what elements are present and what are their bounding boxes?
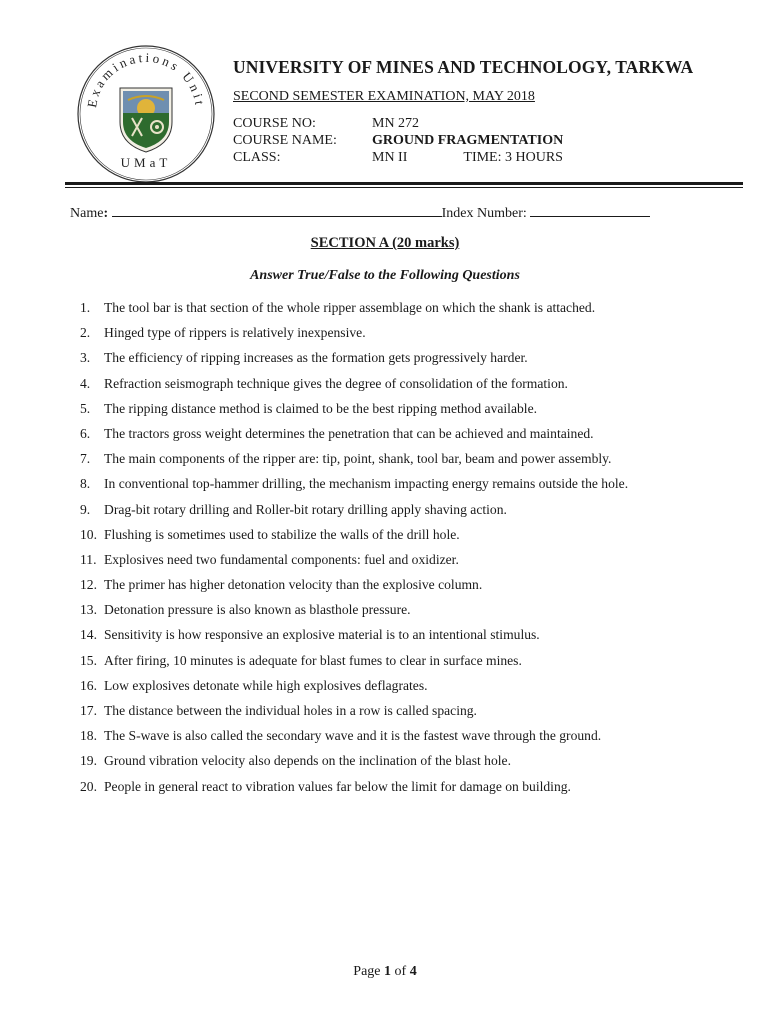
question-number: 17.: [80, 703, 97, 718]
question-text: The efficiency of ripping increases as the formation gets progressively harder.: [104, 350, 528, 366]
question-number: 12.: [80, 577, 97, 593]
question-list: [80, 299, 740, 803]
course-no-label: COURSE NO:: [233, 116, 316, 131]
question-item: [80, 475, 740, 500]
question-number: 2.: [80, 325, 91, 341]
course-name-label: COURSE NAME:: [233, 133, 337, 148]
question-text: Refraction seismograph technique gives the degree of consolidation of the formation.: [104, 375, 568, 391]
question-number: 14.: [80, 627, 97, 643]
course-details: [233, 115, 753, 166]
question-number: 7.: [80, 451, 91, 467]
question-text: After firing, 10 minutes is adequate for blast fumes to clear in surface mines.: [104, 652, 522, 668]
page-current: 1: [384, 964, 392, 979]
question-item: [80, 778, 740, 803]
question-number: 19.: [80, 753, 97, 769]
question-text: Flushing is sometimes used to stabilize the walls of the drill hole.: [104, 526, 460, 542]
svg-text:UMaT: UMaT: [120, 155, 172, 170]
page-prefix: Page: [353, 964, 385, 979]
question-text: Drag-bit rotary drilling and Roller-bit rotary drilling apply shaving action.: [104, 501, 507, 517]
name-colon: :: [103, 206, 109, 221]
question-number: 11.: [80, 551, 97, 567]
question-item: [80, 400, 740, 425]
name-field[interactable]: [112, 203, 442, 217]
question-item: [80, 727, 740, 752]
question-item: [80, 601, 740, 626]
question-number: 8.: [80, 476, 91, 492]
question-number: 4.: [80, 375, 91, 391]
question-item: [80, 324, 740, 349]
question-text: Low explosives detonate while high explosives deflagrates.: [104, 677, 428, 693]
question-number: 1.: [80, 300, 91, 315]
question-item: [80, 752, 740, 777]
question-number: 15.: [80, 652, 97, 668]
examinations-unit-seal-logo: [76, 44, 216, 184]
index-number-label: Index Number:: [441, 206, 527, 221]
question-item: [80, 626, 740, 651]
student-info-row: [70, 203, 670, 222]
question-number: 13.: [80, 602, 97, 618]
question-text: Explosives need two fundamental components: fuel and oxidizer.: [104, 551, 459, 567]
question-item: [80, 551, 740, 576]
class-label: CLASS:: [233, 150, 281, 165]
question-text: The S-wave is also called the secondary wave and it is the fastest wave through the ground.: [104, 728, 602, 744]
class-row: [233, 149, 753, 166]
header-divider-thick: [65, 182, 743, 185]
question-item: [80, 299, 740, 324]
question-text: The distance between the individual holes in a row is called spacing.: [104, 703, 477, 718]
question-text: The ripping distance method is claimed to be the best ripping method available.: [104, 400, 537, 416]
question-text: The tractors gross weight determines the penetration that can be achieved and maintained.: [104, 425, 594, 441]
question-text: The primer has higher detonation velocity than the explosive column.: [104, 577, 483, 593]
course-name-value: GROUND FRAGMENTATION: [372, 133, 564, 148]
question-text: Sensitivity is how responsive an explosive material is to an intentional stimulus.: [104, 627, 540, 643]
page-total: 4: [409, 964, 417, 979]
question-item: [80, 652, 740, 677]
course-no-row: [233, 115, 753, 132]
question-item: [80, 576, 740, 601]
question-number: 6.: [80, 425, 91, 441]
question-text: Detonation pressure is also known as blasthole pressure.: [104, 602, 411, 618]
time-value: TIME: 3 HOURS: [463, 150, 563, 165]
page-of: of: [391, 964, 410, 979]
question-number: 9.: [80, 501, 91, 517]
university-name: UNIVERSITY OF MINES AND TECHNOLOGY, TARKWA: [233, 57, 694, 77]
header-divider-thin: [65, 187, 743, 188]
question-text: In conventional top-hammer drilling, the mechanism impacting energy remains outside the hole.: [104, 476, 629, 492]
question-item: [80, 349, 740, 374]
exam-title: SECOND SEMESTER EXAMINATION, MAY 2018: [233, 89, 535, 104]
question-text: People in general react to vibration values far below the limit for damage on building.: [104, 778, 571, 794]
svg-text:Examinations Unit: Examinations Unit: [84, 49, 208, 109]
section-instruction: Answer True/False to the Following Questions: [250, 268, 520, 283]
question-number: 5.: [80, 400, 91, 416]
class-value: MN II: [372, 150, 408, 165]
question-text: The tool bar is that section of the whole ripper assemblage on which the shank is attached.: [104, 300, 596, 315]
index-number-field[interactable]: [530, 203, 650, 217]
question-number: 3.: [80, 350, 91, 366]
question-item: [80, 677, 740, 702]
question-item: [80, 526, 740, 551]
course-name-row: [233, 132, 753, 149]
question-text: The main components of the ripper are: tip, point, shank, tool bar, beam and power assembly.: [104, 451, 612, 467]
question-item: [80, 425, 740, 450]
name-label: Name: [70, 206, 104, 221]
question-item: [80, 375, 740, 400]
page-number: [0, 964, 770, 980]
question-text: Hinged type of rippers is relatively inexpensive.: [104, 325, 366, 341]
section-title: SECTION A (20 marks): [310, 235, 460, 251]
question-number: 18.: [80, 728, 97, 744]
question-item: [80, 450, 740, 475]
question-number: 16.: [80, 677, 97, 693]
question-number: 10.: [80, 526, 97, 542]
question-number: 20.: [80, 778, 97, 794]
question-text: Ground vibration velocity also depends on the inclination of the blast hole.: [104, 753, 511, 769]
crest-shield-icon: [120, 88, 172, 152]
exam-header: [233, 56, 753, 166]
question-item: [80, 702, 740, 727]
course-no-value: MN 272: [372, 116, 420, 131]
question-item: [80, 501, 740, 526]
